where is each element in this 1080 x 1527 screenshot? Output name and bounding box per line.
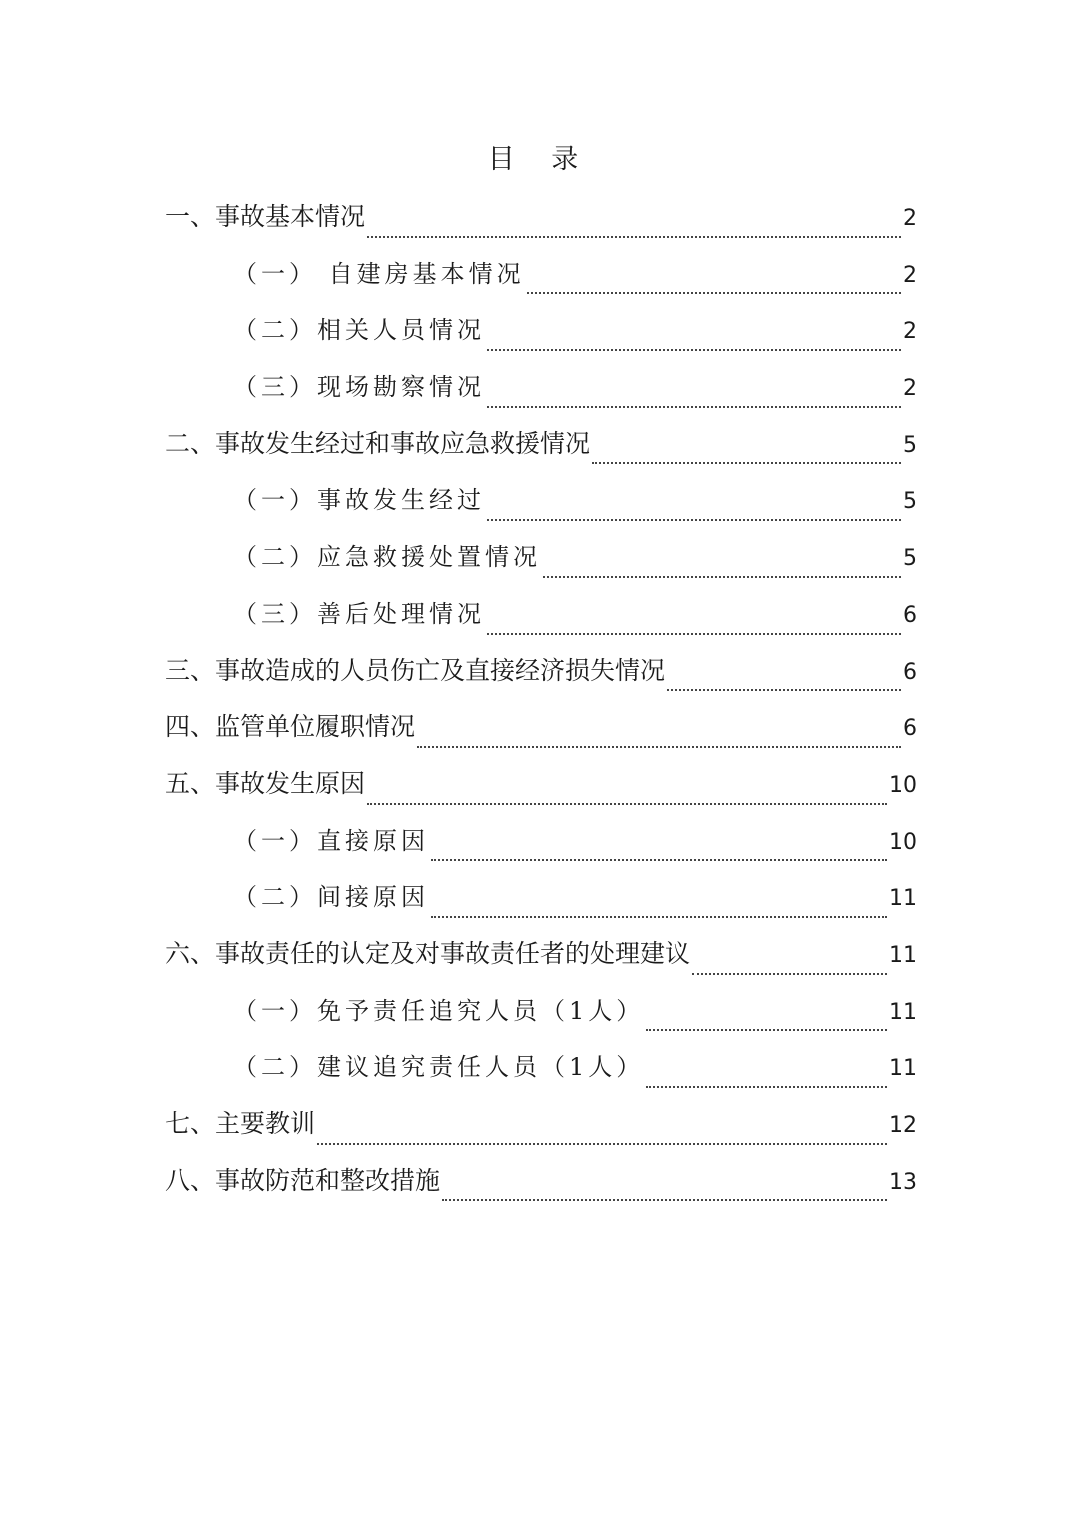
- toc-dot-leader: [646, 1086, 887, 1088]
- toc-entry-chapter[interactable]: [165, 706, 917, 763]
- toc-page-number: 13: [889, 1169, 917, 1195]
- toc-dot-leader: [667, 689, 901, 691]
- toc-page-number: 11: [889, 1056, 917, 1082]
- toc-entry-section[interactable]: [165, 536, 917, 593]
- toc-page-number: 2: [903, 376, 917, 402]
- toc-entry-chapter[interactable]: [165, 933, 917, 990]
- toc-entry-chapter[interactable]: [165, 423, 917, 480]
- toc-entry-label: （一）直接原因: [233, 826, 429, 855]
- toc-entry-label: 七、主要教训: [165, 1109, 316, 1138]
- toc-page-number: 2: [903, 319, 917, 345]
- toc-dot-leader: [317, 1143, 887, 1145]
- toc-entry-label: 四、监管单位履职情况: [165, 712, 416, 742]
- toc-page-number: 12: [889, 1113, 917, 1138]
- toc-dot-leader: [646, 1029, 887, 1031]
- toc-entry-label: 二、事故发生经过和事故应急救援情况: [165, 428, 591, 458]
- toc-dot-leader: [367, 236, 901, 238]
- toc-entry-chapter[interactable]: [165, 763, 917, 820]
- toc-entry-section[interactable]: [165, 366, 917, 423]
- toc-dot-leader: [592, 462, 901, 464]
- toc-list: [165, 196, 917, 1216]
- toc-page-number: 6: [903, 716, 917, 742]
- toc-entry-label: （二）应急救援处置情况: [233, 543, 541, 572]
- toc-dot-leader: [487, 633, 901, 635]
- toc-dot-leader: [431, 859, 887, 861]
- toc-dot-leader: [543, 576, 901, 578]
- toc-entry-chapter[interactable]: [165, 1103, 917, 1160]
- toc-entry-label: （二）建议追究责任人员（1人）: [233, 1053, 645, 1082]
- toc-entry-label: 八、事故防范和整改措施: [165, 1165, 441, 1195]
- toc-page-number: 11: [889, 999, 917, 1025]
- toc-dot-leader: [487, 519, 901, 521]
- toc-entry-section[interactable]: [165, 990, 917, 1047]
- toc-page-number: 11: [889, 942, 917, 968]
- toc-page-number: 6: [903, 659, 917, 685]
- toc-page-number: 11: [889, 886, 917, 912]
- toc-entry-chapter[interactable]: [165, 650, 917, 707]
- toc-page-number: 10: [889, 772, 917, 798]
- toc-dot-leader: [417, 746, 901, 748]
- toc-dot-leader: [692, 973, 887, 975]
- toc-entry-label: （三）现场勘察情况: [233, 373, 485, 402]
- toc-entry-label: （一） 自建房基本情况: [233, 259, 525, 288]
- toc-entry-label: 三、事故造成的人员伤亡及直接经济损失情况: [165, 655, 666, 685]
- toc-entry-section[interactable]: [165, 479, 917, 536]
- toc-page-number: 5: [903, 546, 917, 572]
- toc-page-number: 6: [903, 602, 917, 628]
- toc-page-number: 5: [903, 432, 917, 458]
- toc-entry-section[interactable]: [165, 593, 917, 650]
- toc-entry-section[interactable]: [165, 253, 917, 310]
- toc-entry-label: （一）事故发生经过: [233, 486, 485, 515]
- toc-dot-leader: [367, 803, 887, 805]
- toc-page-number: 2: [903, 206, 917, 231]
- toc-entry-label: 六、事故责任的认定及对事故责任者的处理建议: [165, 938, 691, 968]
- toc-entry-section[interactable]: [165, 820, 917, 877]
- toc-entry-chapter[interactable]: [165, 1160, 917, 1217]
- toc-dot-leader: [487, 349, 901, 351]
- toc-entry-label: （二）相关人员情况: [233, 316, 485, 345]
- toc-page-number: 5: [903, 489, 917, 515]
- toc-dot-leader: [431, 916, 887, 918]
- toc-page-number: 10: [889, 829, 917, 855]
- toc-entry-label: （一）免予责任追究人员（1人）: [233, 996, 645, 1025]
- toc-dot-leader: [442, 1199, 887, 1201]
- toc-dot-leader: [527, 292, 901, 294]
- toc-entry-label: （二）间接原因: [233, 883, 429, 912]
- toc-entry-section[interactable]: [165, 1046, 917, 1103]
- toc-entry-label: 五、事故发生原因: [165, 768, 366, 798]
- toc-entry-section[interactable]: [165, 309, 917, 366]
- toc-entry-section[interactable]: [165, 876, 917, 933]
- toc-page-number: 2: [903, 262, 917, 288]
- toc-entry-label: 一、事故基本情况: [165, 202, 366, 231]
- toc-entry-label: （三）善后处理情况: [233, 599, 485, 628]
- toc-entry-chapter[interactable]: [165, 196, 917, 253]
- toc-dot-leader: [487, 406, 901, 408]
- toc-title: 目 录: [487, 144, 593, 175]
